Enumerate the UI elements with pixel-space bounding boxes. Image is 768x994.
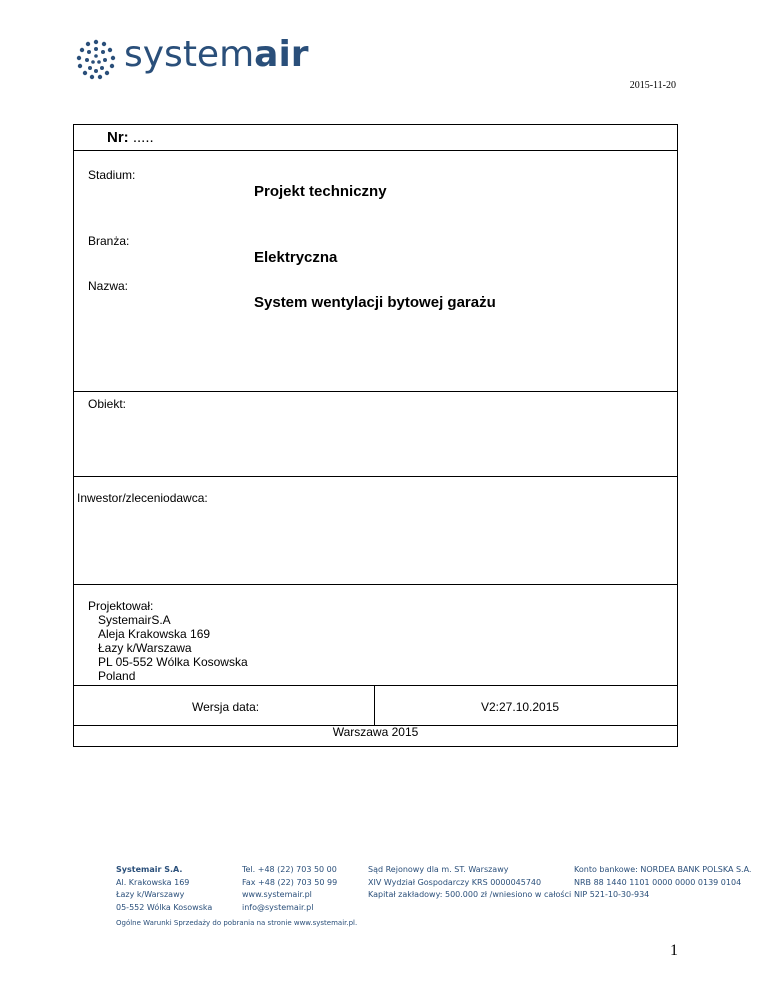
projektowal-line: Aleja Krakowska 169 (98, 627, 211, 641)
divider (374, 685, 375, 725)
wersja-label: Wersja data: (192, 700, 260, 714)
projektowal-label: Projektował: (88, 599, 154, 613)
nazwa-label: Nazwa: (88, 279, 129, 293)
footer-line: Konto bankowe: NORDEA BANK POLSKA S.A. (574, 865, 752, 874)
stadium-label: Stadium: (88, 168, 136, 182)
projektowal-line: SystemairS.A (98, 613, 171, 627)
stadium-value: Projekt techniczny (254, 183, 387, 200)
document-date: 2015-11-20 (629, 80, 676, 91)
footer-line: Tel. +48 (22) 703 50 00 (242, 865, 337, 874)
footer-line: Sąd Rejonowy dla m. ST. Warszawy (368, 865, 509, 874)
projektowal-block (88, 599, 248, 683)
divider (74, 584, 677, 585)
divider (74, 150, 677, 151)
systemair-dots-icon (74, 38, 118, 82)
footer-line: Kapitał zakładowy: 500.000 zł /wniesiono w całości (368, 890, 572, 899)
nazwa-value: System wentylacji bytowej garażu (254, 294, 496, 311)
footer-line: Systemair S.A. (116, 865, 183, 874)
footer-line: Fax +48 (22) 703 50 99 (242, 877, 338, 887)
footer-line: XIV Wydział Gospodarczy KRS 0000045740 (368, 877, 542, 887)
projektowal-line: Łazy k/Warszawa (98, 641, 192, 655)
branza-label: Branża: (88, 234, 130, 248)
branza-value: Elektryczna (254, 249, 338, 266)
nr-field: Nr: ..... (107, 129, 154, 146)
footer-line: NRB 88 1440 1101 0000 0000 0139 0104 (574, 877, 742, 887)
divider (74, 685, 677, 686)
footer-line[interactable]: info@systemair.pl (242, 902, 314, 912)
inwestor-label: Inwestor/zleceniodawca: (77, 491, 208, 505)
footer-line: Al. Krakowska 169 (116, 877, 190, 887)
title-sheet-table (73, 124, 678, 747)
footer-note: Ogólne Warunki Sprzedaży do pobrania na stronie www.systemair.pl. (116, 919, 358, 927)
footer-line: Łazy k/Warszawy (116, 890, 185, 899)
obiekt-label: Obiekt: (88, 397, 127, 411)
page-number: 1 (670, 942, 678, 959)
nr-value: ..... (132, 129, 154, 146)
city-year: Warszawa 2015 (332, 725, 419, 739)
footer-line: 05-552 Wólka Kosowska (116, 902, 213, 912)
footer-bank (574, 864, 751, 902)
divider (74, 476, 677, 477)
projektowal-line: Poland (98, 669, 136, 683)
footer-registry (368, 864, 571, 902)
systemair-logo (74, 34, 309, 84)
footer-line: NIP 521-10-30-934 (574, 890, 650, 899)
wersja-value: V2:27.10.2015 (481, 700, 560, 714)
divider (74, 391, 677, 392)
logo-wordmark: systemair (124, 34, 309, 75)
projektowal-line: PL 05-552 Wólka Kosowska (98, 655, 248, 669)
footer-company (116, 864, 212, 914)
footer-line[interactable]: www.systemair.pl (242, 890, 312, 899)
footer-contact (242, 864, 337, 914)
